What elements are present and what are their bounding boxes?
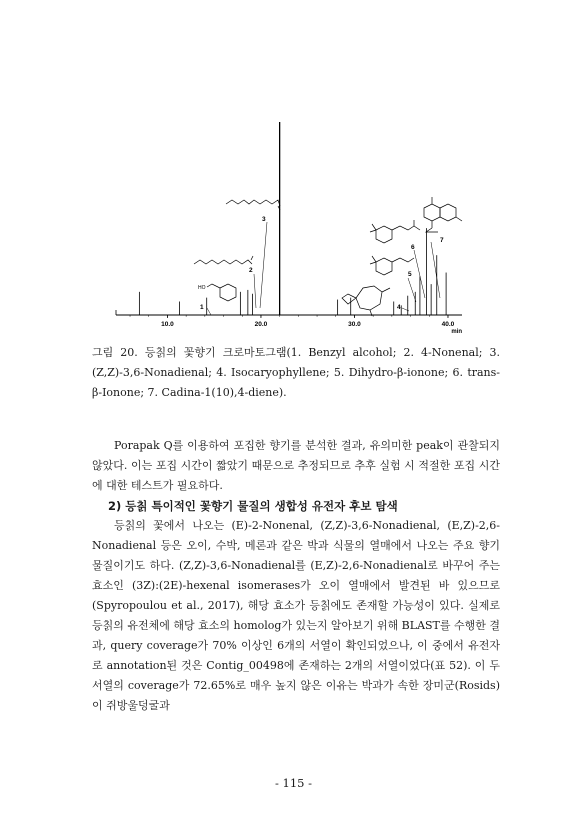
- svg-text:HO: HO: [198, 285, 206, 291]
- body-paragraph-2: 등칡의 꽃에서 나오는 (E)-2-Nonenal, (Z,Z)-3,6-Nonadienal, (E,Z)-2,6-Nonadienal 등은 오이, 수박, 메론과 같은 박과 식물의 열매에서 나오는 주요 향기 물질이기도 하다. (Z,Z)-3,6-Nonadienal를 (E,Z)-2,6-Nonadienal로 바꾸어 주는 효소인 (3Z):(2E)-hexenal isomerases가 오이 열매에서 발견된 바 있으므로(Spyropoulou et al., 2017), 해당 효소가 등칡에도 존재할 가능성이 있다. 실제로 등칡의 유전체에 해당 효소의 homolog가 있는지 알아보기 위해 BLAST를 수행한 결과, query coverage가 70% 이상인 6개의 서열이 확인되었으나, 이 중에서 유전자로 annotation된 것은 Contig_00498에 존재하는 2개의 서열이었다(표 52). 이 두 서열의 coverage가 72.65%로 매우 높지 않은 이유는 박과가 속한 장미군(Rosids)이 쥐방울덩굴과: [92, 519, 501, 712]
- peak-connectors: [207, 222, 440, 315]
- page-number: - 115 -: [274, 776, 313, 790]
- peak-label-2: 2: [249, 267, 253, 274]
- peak-label-4: 4: [397, 304, 401, 311]
- structure-nonenal: [194, 256, 253, 264]
- x-tick-label-2: 20.0: [254, 321, 268, 328]
- figure-caption: 그림 20. 등칡의 꽃향기 크로마토그램(1. Benzyl alcohol; 2. 4-Nonenal; 3. (Z,Z)-3,6-Nonadienal; 4. Isocaryophyllene; 5. Dihydro-β-ionone; 6. trans-β-Ionone; 7. Cadina-1(10),4-diene).: [92, 346, 500, 399]
- structure-isocaryophyllene: [342, 286, 390, 316]
- x-tick-label-1: 10.0: [161, 321, 174, 328]
- peak-label-7: 7: [440, 237, 444, 244]
- peak-group: [139, 122, 446, 315]
- structure-benzyl-alcohol: [198, 284, 236, 301]
- structure-trans-beta-ionone: [370, 220, 420, 243]
- x-axis-unit-label: min: [451, 329, 462, 335]
- structure-nonadienal: [226, 200, 280, 210]
- x-tick-label-4: 40.0: [441, 321, 455, 328]
- chromatogram-figure: [108, 108, 470, 336]
- peak-label-6: 6: [411, 244, 415, 251]
- chromatogram-chart: [108, 108, 470, 336]
- peak-label-3: 3: [262, 216, 266, 223]
- x-tick-label-3: 30.0: [348, 321, 361, 328]
- section-heading: 2) 등칡 특이적인 꽃향기 물질의 생합성 유전자 후보 탐색: [108, 499, 398, 513]
- body-paragraph-1: Porapak Q를 이용하여 포집한 향기를 분석한 결과, 유의미한 peak이 관찰되지 않았다. 이는 포집 시간이 짧았기 때문으로 추정되므로 추후 실험 시 적절한 포집 시간에 대한 테스트가 필요하다.: [92, 439, 500, 492]
- peak-label-5: 5: [408, 271, 412, 278]
- x-tick-group: [130, 315, 462, 335]
- peak-label-1: 1: [200, 304, 204, 311]
- structure-cadinadiene: [424, 197, 462, 232]
